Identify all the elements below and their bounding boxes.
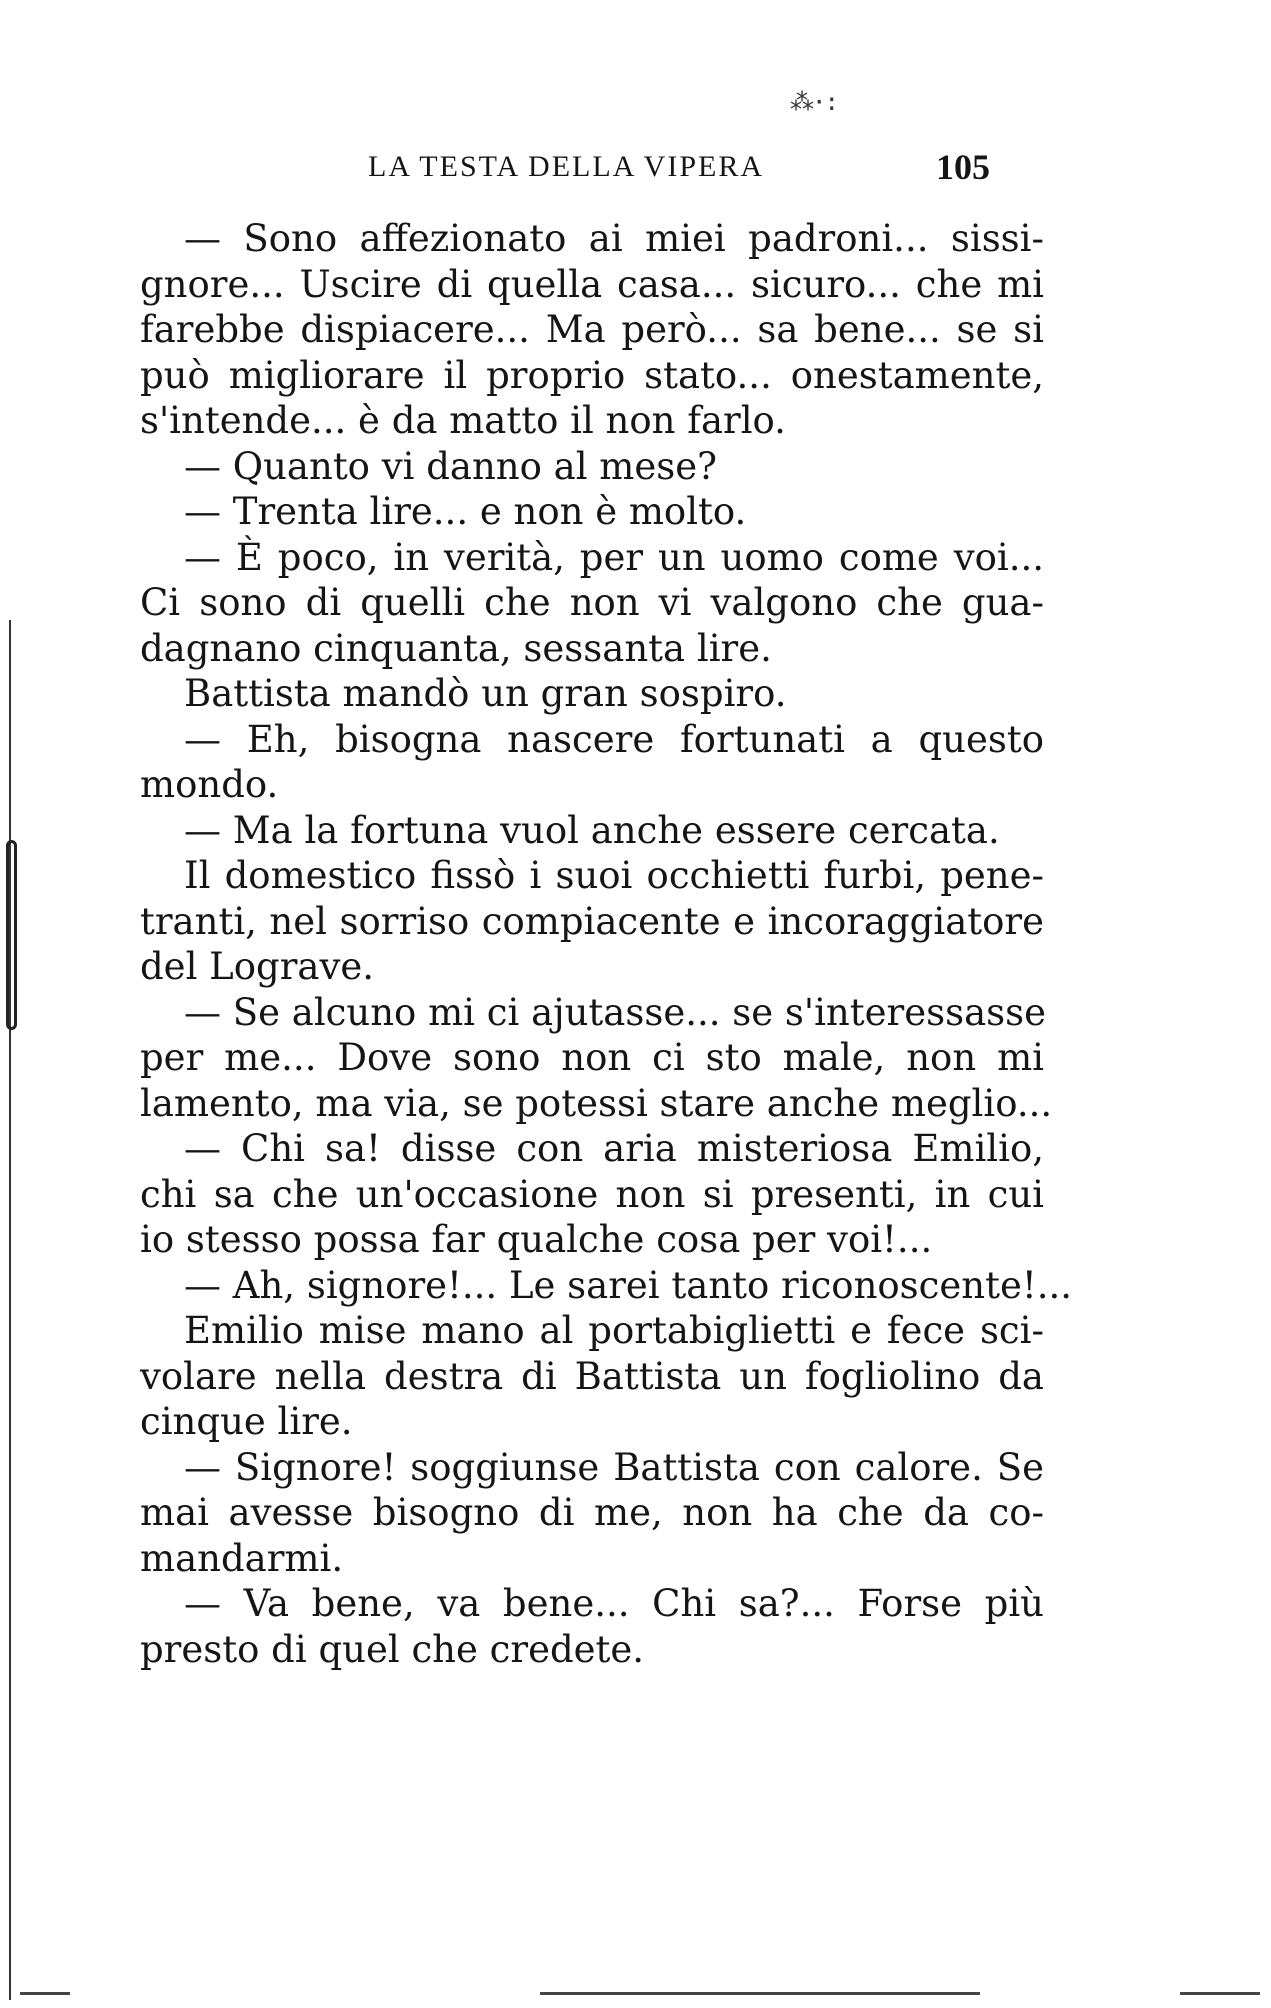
text-line: — Sono affezionato ai miei padroni... sissi-	[184, 217, 1044, 260]
text-line: mondo.	[140, 763, 279, 806]
footer-rule	[1180, 1992, 1260, 1995]
text-line: io stesso possa far qualche cosa per voi!...	[140, 1218, 933, 1261]
text-line: gnore... Uscire di quella casa... sicuro... che mi	[140, 262, 1044, 306]
text-line: — Ah, signore!... Le sarei tanto riconoscente!...	[184, 1263, 1073, 1307]
text-line: lamento, ma via, se potessi stare anche meglio...	[140, 1081, 1053, 1125]
binding-mark	[6, 840, 17, 1030]
text-line: può migliorare il proprio stato... onestamente,	[140, 353, 1044, 397]
text-line: s'intende... è da matto il non farlo.	[140, 399, 786, 442]
text-line: — Signore! soggiunse Battista con calore. Se	[184, 1445, 1044, 1489]
text-line: — È poco, in verità, per un uomo come voi...	[184, 535, 1044, 579]
text-line: chi sa che un'occasione non si presenti, in cui	[140, 1172, 1044, 1216]
text-line: farebbe dispiacere... Ma però... sa bene... se si	[140, 308, 1044, 351]
text-line: — Va bene, va bene... Chi sa?... Forse più	[184, 1582, 1044, 1625]
text-line: Il domestico fissò i suoi occhietti furbi, pene-	[184, 854, 1044, 897]
text-line: mai avesse bisogno di me, non ha che da co-	[140, 1491, 1044, 1534]
text-line: Battista mandò un gran sospiro.	[184, 672, 787, 715]
text-line: cinque lire.	[140, 1400, 353, 1443]
text-line: Ci sono di quelli che non vi valgono che gua-	[140, 581, 1044, 624]
body-text	[140, 216, 1073, 1672]
text-line: — Trenta lire... e non è molto.	[184, 490, 747, 533]
text-line: per me... Dove sono non ci sto male, non mi	[140, 1036, 1044, 1079]
text-line: — Eh, bisogna nascere fortunati a questo	[184, 717, 1044, 761]
text-line: volare nella destra di Battista un fogliolino da	[140, 1354, 1044, 1398]
print-smudge: ⁂·:	[790, 88, 837, 116]
text-line: — Quanto vi danno al mese?	[184, 444, 718, 488]
text-line: — Ma la fortuna vuol anche essere cercata.	[184, 808, 1000, 852]
text-line: tranti, nel sorriso compiacente e incoraggiatore	[140, 899, 1044, 943]
page-number: 105	[936, 147, 990, 187]
text-line: del Lograve.	[140, 945, 375, 988]
footer-rule	[540, 1992, 980, 1995]
running-title: LA TESTA DELLA VIPERA	[368, 150, 765, 183]
binding-edge-line	[9, 620, 11, 2000]
text-line: — Se alcuno mi ci ajutasse... se s'interessasse	[184, 990, 1047, 1034]
text-line: presto di quel che credete.	[140, 1627, 645, 1671]
page-header	[140, 147, 1020, 190]
footer-rule	[20, 1992, 70, 1995]
text-line: — Chi sa! disse con aria misteriosa Emilio,	[184, 1127, 1044, 1170]
text-line: mandarmi.	[140, 1536, 344, 1580]
text-line: dagnano cinquanta, sessanta lire.	[140, 626, 772, 670]
text-line: Emilio mise mano al portabiglietti e fece sci-	[184, 1309, 1044, 1352]
